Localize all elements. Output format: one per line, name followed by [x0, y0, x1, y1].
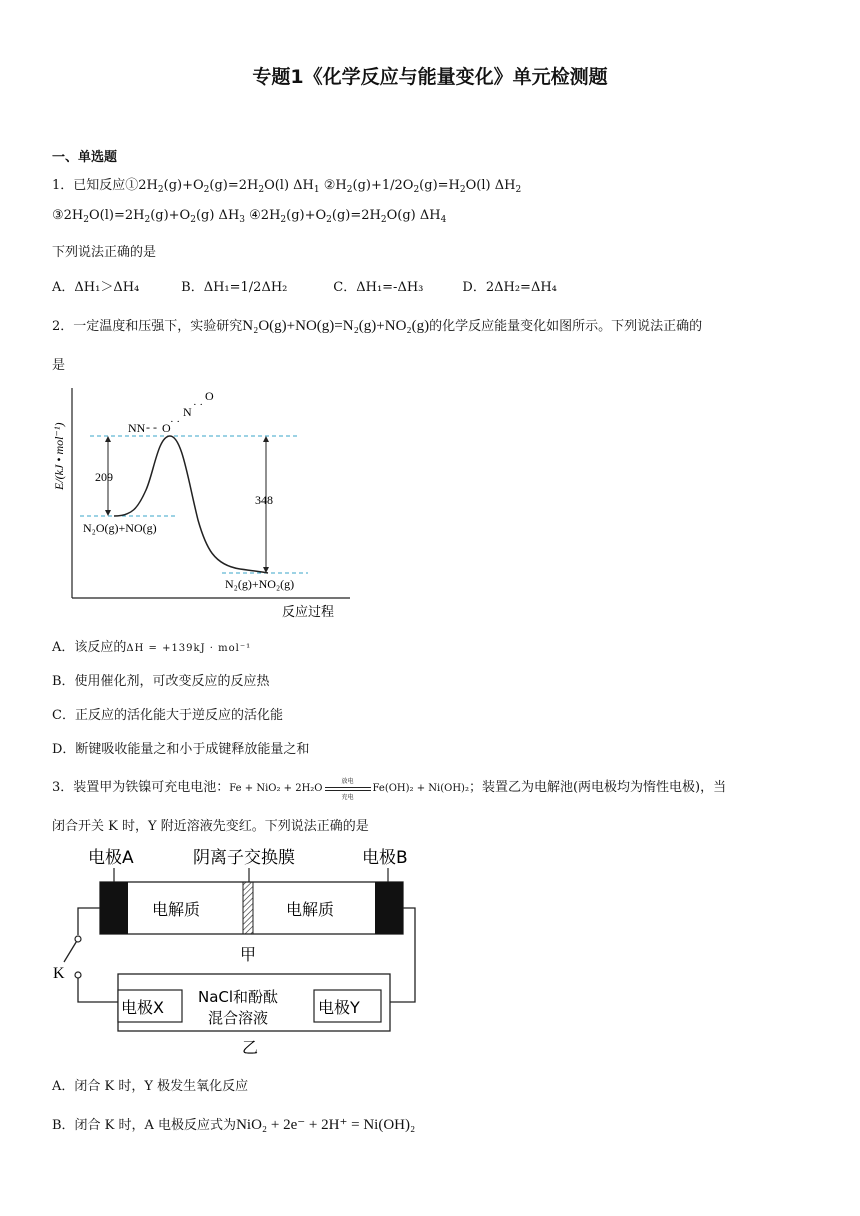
ea-reverse-label: 348 [255, 493, 273, 507]
q2-option-c[interactable]: C．正反应的活化能大于逆反应的活化能 [52, 708, 283, 723]
q3-line1: 3．装置甲为铁镍可充电电池：Fe + NiO₂ + 2H₂O 放电 充电 Fe(OH)₂ + Ni(OH)₂；装置乙为电解池(两电极均为惰性电极)，当 [52, 777, 727, 801]
q2-option-d[interactable]: D．断键吸收能量之和小于成键释放能量之和 [52, 742, 310, 757]
ts-n-label: N [183, 405, 192, 419]
y-axis-label: E/(kJ • mol⁻¹) [52, 422, 66, 490]
reactants-label: N₂O(g)+NO(g) [83, 521, 157, 535]
ts-o-label: O [162, 421, 171, 435]
solution-label-line1: NaCl和酚酞 [198, 988, 279, 1006]
q1-line1: 1．已知反应$①2H_2(g)+O_2(g)=2H_2O(l)$ $\Delta H_1$ $②H_2(g)+1/2O_2(g)=H_2O(l)$ $\Delta H_2$ [52, 178, 522, 195]
q2-line2: 是 [52, 358, 66, 373]
switch-k [64, 939, 78, 962]
battery-electrolysis-diagram [50, 840, 430, 1060]
electrolyte-right: 电解质 [286, 900, 335, 919]
ea-forward-label: 209 [95, 470, 113, 484]
electrode-a-label: 电极A [88, 848, 134, 868]
electrode-b [375, 882, 403, 934]
device-yi-label: 乙 [242, 1038, 259, 1057]
x-axis-label: 反应过程 [282, 605, 335, 620]
q1-prompt: 下列说法正确的是 [52, 245, 157, 260]
q2-equation: N₂O(g)+NO(g)=N₂(g)+NO₂(g) [242, 318, 430, 334]
switch-k-label: K [53, 965, 65, 982]
q1-options [52, 276, 557, 295]
products-label: N₂(g)+NO₂(g) [225, 577, 295, 591]
q2-option-b[interactable]: B．使用催化剂，可改变反应的反应热 [52, 674, 270, 689]
membrane [243, 882, 253, 934]
q1-option-c[interactable]: C．ΔH₁=-ΔH₃ [333, 280, 424, 295]
page-title: 专题1《化学反应与能量变化》单元检测题 [252, 66, 608, 88]
q2-line1: 2．一定温度和压强下，实验研究N₂O(g)+NO(g)=N₂(g)+NO₂(g)的化学反应能量变化如图所示。下列说法正确的 [52, 318, 703, 334]
svg-text:· ·: · · [193, 399, 204, 411]
q1-option-b[interactable]: B．ΔH₁=1/2ΔH₂ [181, 280, 288, 295]
membrane-label: 阴离子交换膜 [193, 848, 295, 868]
q1-option-a[interactable]: A．ΔH₁＞ΔH₄ [52, 280, 140, 295]
solution-label-line2: 混合溶液 [208, 1009, 269, 1027]
q2-option-a[interactable]: A．该反应的ΔH = +139kJ · mol⁻¹ [52, 640, 252, 655]
electrode-x-label: 电极X [121, 998, 164, 1017]
q3-option-a[interactable]: A．闭合 K 时，Y 极发生氧化反应 [52, 1079, 249, 1094]
energy-diagram [50, 380, 360, 625]
electrode-a [100, 882, 128, 934]
q1-option-d[interactable]: D．2ΔH₂=ΔH₄ [462, 280, 557, 295]
svg-text:· ·: · · [170, 416, 181, 428]
q1-line2: $③2H_2O(l)=2H_2(g)+O_2(g)$ $\Delta H_3$ $④2H_2(g)+O_2(g)=2H_2O(g)$ $\Delta H_4$ [52, 208, 447, 225]
electrode-y-label: 电极Y [318, 998, 360, 1017]
electrode-b-label: 电极B [362, 848, 408, 868]
q3-option-b[interactable]: B．闭合 K 时，A 电极反应式为NiO₂ + 2e⁻ + 2H⁺ = Ni(OH)₂ [52, 1117, 416, 1133]
svg-text:- -: - - [146, 420, 157, 434]
ts-o2-label: O [205, 389, 214, 403]
energy-curve [114, 436, 268, 573]
ts-nn-label: NN [128, 421, 146, 435]
device-jia-label: 甲 [240, 945, 257, 964]
electrolyte-left: 电解质 [152, 900, 201, 919]
q3-line2: 闭合开关 K 时，Y 附近溶液先变红。下列说法正确的是 [52, 819, 369, 834]
reversible-arrow: 放电 充电 [325, 781, 371, 795]
section-heading: 一、单选题 [52, 150, 118, 165]
